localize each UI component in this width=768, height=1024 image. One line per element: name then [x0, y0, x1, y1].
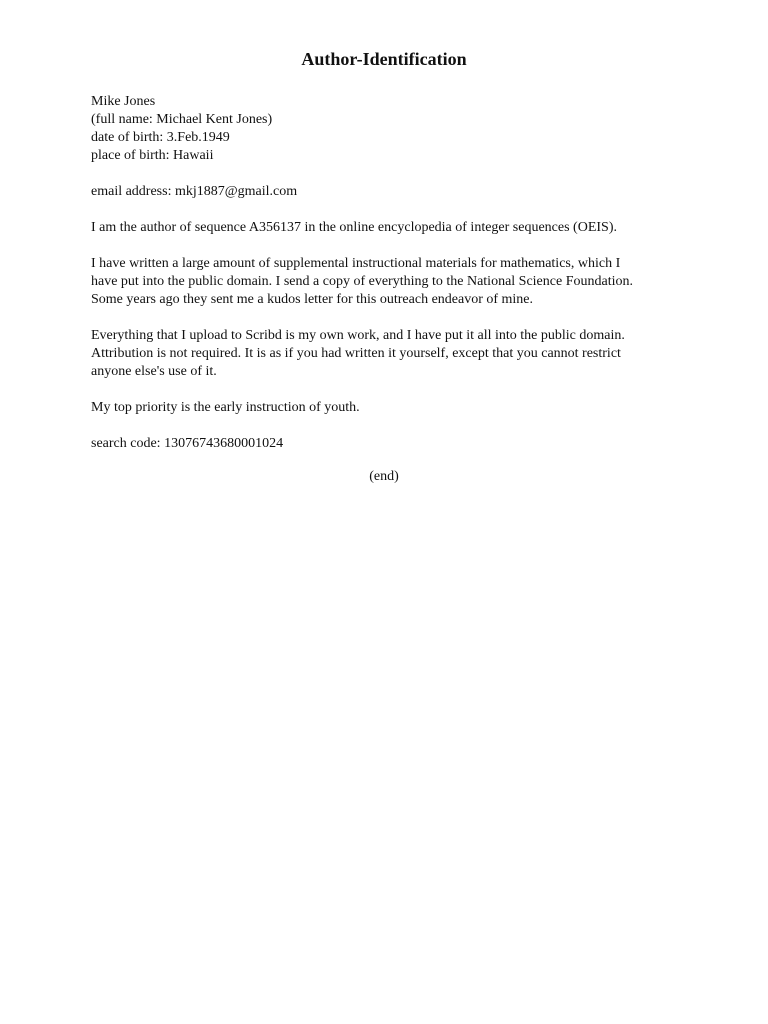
author-full-name: (full name: Michael Kent Jones) — [91, 112, 273, 127]
priority-statement: My top priority is the early instruction of youth. — [91, 400, 360, 415]
end-marker: (end) — [369, 469, 399, 484]
document-title: Author-Identification — [301, 49, 467, 69]
materials-line: Some years ago they sent me a kudos letter for this outreach endeavor of mine. — [91, 292, 534, 307]
scribd-line: anyone else's use of it. — [91, 364, 217, 379]
search-code: search code: 13076743680001024 — [91, 436, 284, 451]
materials-line: have put into the public domain. I send a copy of everything to the National Science Foundation. — [91, 274, 633, 289]
scribd-line: Everything that I upload to Scribd is my own work, and I have put it all into the public domain. — [91, 328, 625, 343]
scribd-line: Attribution is not required. It is as if you had written it yourself, except that you cannot restrict — [91, 346, 621, 361]
priority-paragraph — [91, 399, 691, 417]
author-date-of-birth: date of birth: 3.Feb.1949 — [91, 130, 230, 145]
document-body — [91, 93, 691, 471]
author-name: Mike Jones — [91, 94, 156, 109]
oeis-statement: I am the author of sequence A356137 in the online encyclopedia of integer sequences (OEIS). — [91, 220, 617, 235]
search-code-paragraph — [91, 435, 691, 453]
email-paragraph — [91, 183, 691, 201]
oeis-paragraph — [91, 219, 691, 237]
email-address: email address: mkj1887@gmail.com — [91, 184, 298, 199]
materials-paragraph — [91, 255, 691, 309]
scribd-paragraph — [91, 327, 691, 381]
author-place-of-birth: place of birth: Hawaii — [91, 148, 214, 163]
materials-line: I have written a large amount of supplemental instructional materials for mathematics, which I — [91, 256, 621, 271]
identity-block — [91, 93, 691, 165]
